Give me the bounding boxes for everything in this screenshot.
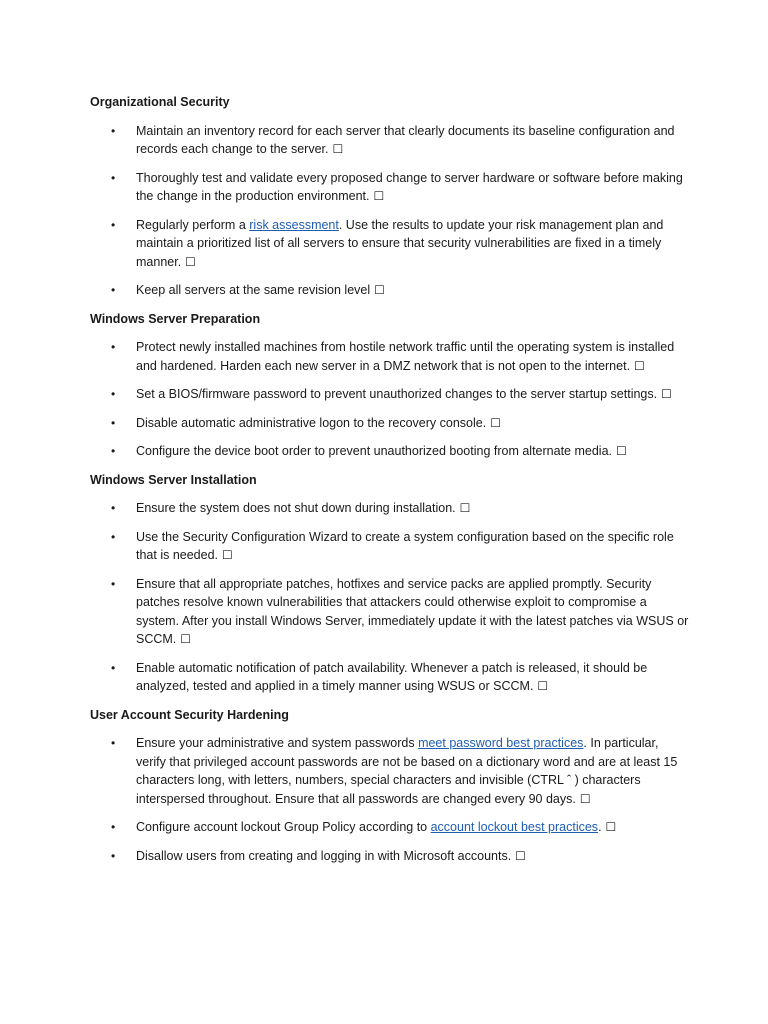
bullet-icon: • <box>111 820 116 834</box>
list-item <box>90 122 690 159</box>
item-text-content: Disallow users from creating and logging in with Microsoft accounts. <box>136 848 512 863</box>
section-heading: Windows Server Preparation <box>90 311 261 326</box>
inline-link[interactable]: meet password best practices <box>418 736 584 750</box>
bullet-icon: • <box>111 415 116 430</box>
bullet-icon: • <box>111 217 116 232</box>
list-item <box>90 499 690 518</box>
item-text <box>136 849 511 863</box>
checkbox-icon[interactable]: ☐ <box>661 387 672 401</box>
inline-link[interactable]: risk assessment <box>249 217 339 232</box>
bullet-list <box>90 499 690 696</box>
item-text <box>136 387 657 401</box>
item-text-before-link: Configure account lockout Group Policy according to <box>136 820 431 834</box>
item-text <box>136 530 674 563</box>
item-text <box>136 820 602 834</box>
bullet-icon: • <box>111 387 116 401</box>
bullet-icon: • <box>111 576 116 591</box>
section-heading: Organizational Security <box>90 95 230 109</box>
bullet-list <box>90 122 690 300</box>
checkbox-icon[interactable]: ☐ <box>222 548 233 562</box>
item-text <box>136 283 370 297</box>
item-text-content: Ensure that all appropriate patches, hotfixes and service packs are applied promptly. Security patches resolve known vulnerabilities that attackers could otherwise exploit to compromise a system. After you install Windows Server, immediately update it with the latest patches via WSUS or SCCM. <box>136 576 689 646</box>
item-text <box>136 124 674 157</box>
bullet-icon: • <box>111 170 116 185</box>
item-text-before-link: Ensure your administrative and system passwords <box>136 736 419 750</box>
item-text <box>136 444 612 458</box>
item-text <box>136 171 683 204</box>
item-text-content: Configure the device boot order to prevent unauthorized booting from alternate media. <box>136 444 612 458</box>
item-text <box>136 577 688 647</box>
list-item <box>90 338 690 375</box>
list-item <box>90 818 690 837</box>
bullet-icon: • <box>111 340 116 354</box>
section-heading: User Account Security Hardening <box>90 707 289 722</box>
list-item <box>90 442 690 461</box>
bullet-list <box>90 734 690 865</box>
bullet-icon: • <box>111 283 116 297</box>
item-text-content: Set a BIOS/firmware password to prevent unauthorized changes to the server startup settings. <box>136 387 658 401</box>
bullet-icon: • <box>111 444 116 458</box>
item-text-content: Ensure the system does not shut down during installation. <box>136 501 456 515</box>
bullet-list <box>90 338 690 461</box>
checkbox-icon[interactable]: ☐ <box>579 791 591 806</box>
checkbox-icon[interactable]: ☐ <box>616 444 627 458</box>
item-text-content: Thoroughly test and validate every proposed change to server hardware or software before making the change in the production environment. <box>136 170 683 203</box>
item-text <box>136 736 677 806</box>
checkbox-icon[interactable]: ☐ <box>185 254 196 269</box>
bullet-icon: • <box>111 660 116 675</box>
bullet-icon: • <box>111 501 116 515</box>
item-text <box>136 661 647 694</box>
document-body <box>90 93 690 875</box>
list-item <box>90 847 690 866</box>
list-item <box>90 575 690 649</box>
item-text-after-link: . Use the results to update your risk management plan and maintain a prioritized list of all servers to ensure that security vulnerabilities are fixed in a timely manner. <box>136 217 664 269</box>
item-text-content: Protect newly installed machines from hostile network traffic until the operating system is installed and hardened. Harden each new server in a DMZ network that is not open to the internet. <box>136 340 675 373</box>
checkbox-icon[interactable]: ☐ <box>373 189 385 203</box>
checkbox-icon[interactable]: ☐ <box>634 358 645 373</box>
bullet-icon: • <box>111 736 116 750</box>
item-text-content: Enable automatic notification of patch availability. Whenever a patch is released, it should be analyzed, tested and applied in a timely manner using WSUS or SCCM. <box>136 660 648 693</box>
bullet-icon: • <box>111 848 116 863</box>
list-item <box>90 734 690 808</box>
list-item <box>90 216 690 272</box>
item-text-content: Maintain an inventory record for each server that clearly documents its baseline configuration and records each change to the server. <box>136 123 675 156</box>
checkbox-icon[interactable]: ☐ <box>537 679 549 693</box>
list-item <box>90 659 690 696</box>
checkbox-icon[interactable]: ☐ <box>459 501 471 515</box>
item-text <box>136 218 663 269</box>
checkbox-icon[interactable]: ☐ <box>605 820 617 834</box>
list-item <box>90 169 690 206</box>
item-text-content: Disable automatic administrative logon to the recovery console. <box>136 415 487 430</box>
checkbox-icon[interactable]: ☐ <box>515 848 526 863</box>
inline-link[interactable]: account lockout best practices <box>430 820 599 834</box>
section-heading: Windows Server Installation <box>90 472 257 487</box>
item-text <box>136 416 486 430</box>
checkbox-icon[interactable]: ☐ <box>332 142 344 156</box>
list-item <box>90 385 690 404</box>
item-text-after-link: . In particular, verify that privileged account passwords are not be based on a dictionary word and are at least 15 characters long, with letters, numbers, special characters and invisible (CTRL ˆ ) characters interspersed throughout. Ensure that all passwords are changed every 90 days. <box>136 736 678 806</box>
checkbox-icon[interactable]: ☐ <box>180 632 192 646</box>
list-item <box>90 281 690 300</box>
checkbox-icon[interactable]: ☐ <box>490 415 501 430</box>
item-text-content: Use the Security Configuration Wizard to create a system configuration based on the specific role that is needed. <box>136 529 674 562</box>
list-item <box>90 414 690 433</box>
bullet-icon: • <box>111 123 116 138</box>
item-text <box>136 501 456 515</box>
checkbox-icon[interactable]: ☐ <box>374 283 385 297</box>
item-text-after-link: . <box>598 820 602 834</box>
list-item <box>90 528 690 565</box>
item-text-content: Keep all servers at the same revision level <box>136 283 371 297</box>
item-text-before-link: Regularly perform a <box>136 217 250 232</box>
item-text <box>136 340 674 373</box>
bullet-icon: • <box>111 529 116 544</box>
